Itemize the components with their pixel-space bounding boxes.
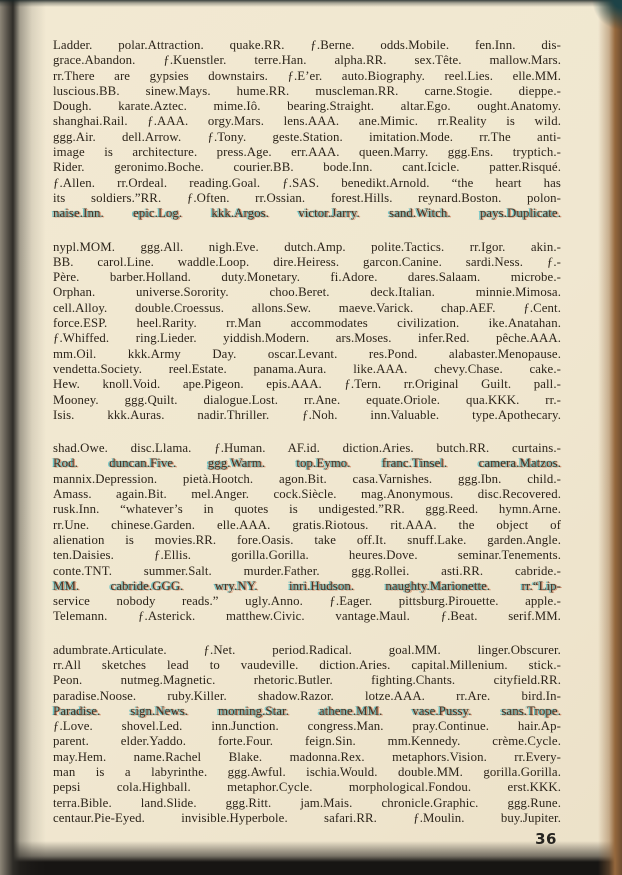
text-line: image is architecture. press.Age. err.AAA. queen.Marry. ggg.Ens. tryptich.- <box>53 145 561 160</box>
text-line: ƒ.Allen. rr.Ordeal. reading.Goal. ƒ.SAS. benedikt.Arnold. “the heart has <box>53 175 561 190</box>
text-line: mm.Oil. kkk.Army Day. oscar.Levant. res.Pond. alabaster.Menopause. <box>53 346 561 361</box>
text-line: alienation is movies.RR. fore.Oasis. take off.It. snuff.Lake. garden.Angle. <box>53 532 561 547</box>
text-line: vendetta.Society. reel.Estate. panama.Aura. like.AAA. chevy.Chase. cake.- <box>53 361 561 376</box>
body-text <box>53 38 561 826</box>
text-line: service nobody reads.” ugly.Anno. ƒ.Eager. pittsburg.Pirouette. apple.- <box>53 594 561 609</box>
text-line: adumbrate.Articulate. ƒ.Net. period.Radical. goal.MM. linger.Obscurer. <box>53 642 561 657</box>
text-line: Telemann. ƒ.Asterick. matthew.Civic. vantage.Maul. ƒ.Beat. serif.MM. <box>53 609 561 624</box>
text-line: Dough. karate.Aztec. mime.Iô. bearing.Straight. altar.Ego. ought.Anatomy. <box>53 99 561 114</box>
text-line: naise.Inn. epic.Log. kkk.Argos. victor.Jarry. sand.Witch. pays.Duplicate. <box>53 206 561 221</box>
text-line: man is a labyrinthe. ggg.Awful. ischia.Would. double.MM. gorilla.Gorilla. <box>53 765 561 780</box>
text-line: terra.Bible. land.Slide. ggg.Ritt. jam.Mais. chronicle.Graphic. ggg.Rune. <box>53 795 561 810</box>
text-line: rusk.Inn. “whatever’s in quotes is undigested.”RR. ggg.Reed. hymn.Arne. <box>53 502 561 517</box>
text-line: luscious.BB. sinew.Mays. hume.RR. muscleman.RR. carne.Stogie. dieppe.- <box>53 83 561 98</box>
text-line: Amass. again.Bit. mel.Anger. cock.Siècle. mag.Anonymous. disc.Recovered. <box>53 487 561 502</box>
paragraph <box>53 240 561 424</box>
text-line: Rider. geronimo.Boche. courier.BB. bode.Inn. cant.Icicle. patter.Risqué. <box>53 160 561 175</box>
text-line: BB. carol.Line. waddle.Loop. dire.Heiress. garcon.Canine. sardi.Ness. ƒ.- <box>53 254 561 269</box>
text-line: rr.There are gypsies downstairs. ƒ.E’er. auto.Biography. reel.Lies. elle.MM. <box>53 68 561 83</box>
text-line: shad.Owe. disc.Llama. ƒ.Human. AF.id. diction.Aries. butch.RR. curtains.- <box>53 441 561 456</box>
text-line: paradise.Noose. ruby.Killer. shadow.Razor. lotze.AAA. rr.Are. bird.In- <box>53 688 561 703</box>
text-line: MM. cabride.GGG. wry.NY. inri.Hudson. naughty.Marionette. rr.“Lip- <box>53 578 561 593</box>
text-line: Ladder. polar.Attraction. quake.RR. ƒ.Berne. odds.Mobile. fen.Inn. dis- <box>53 38 561 52</box>
text-line: ƒ.Love. shovel.Led. inn.Junction. congress.Man. pray.Continue. hair.Ap- <box>53 719 561 734</box>
text-line: rr.Une. chinese.Garden. elle.AAA. gratis.Riotous. rit.AAA. the object of <box>53 517 561 532</box>
text-line: Mooney. ggg.Quilt. dialogue.Lost. rr.Ane. equate.Oriole. qua.KKK. rr.- <box>53 392 561 407</box>
text-line: grace.Abandon. ƒ.Kuenstler. terre.Han. alpha.RR. sex.Tête. mallow.Mars. <box>53 53 561 68</box>
text-line: centaur.Pie-Eyed. invisible.Hyperbole. safari.RR. ƒ.Moulin. buy.Jupiter. <box>53 810 561 825</box>
text-line: Peon. nutmeg.Magnetic. rhetoric.Butler. fighting.Chants. cityfield.RR. <box>53 673 561 688</box>
paragraph <box>53 441 561 625</box>
text-line: may.Hem. name.Rachel Blake. madonna.Rex. metaphors.Vision. rr.Every- <box>53 749 561 764</box>
text-line: force.ESP. heel.Rarity. rr.Man accommodates civilization. ike.Anatahan. <box>53 316 561 331</box>
text-line: ƒ.Whiffed. ring.Lieder. yiddish.Modern. ars.Moses. infer.Red. pêche.AAA. <box>53 331 561 346</box>
text-line: shanghai.Rail. ƒ.AAA. orgy.Mars. lens.AAA. ane.Mimic. rr.Reality is wild. <box>53 114 561 129</box>
paragraph <box>53 643 561 827</box>
text-line: conte.TNT. summer.Salt. murder.Father. ggg.Rollei. asti.RR. cabride.- <box>53 563 561 578</box>
text-line: Paradise. sign.News. morning.Star. athene.MM. vase.Pussy. sans.Trope. <box>53 703 561 718</box>
text-line: Père. barber.Holland. duty.Monetary. fi.Adore. dares.Salaam. microbe.- <box>53 270 561 285</box>
text-line: parent. elder.Yaddo. forte.Four. feign.Sin. mm.Kennedy. crème.Cycle. <box>53 734 561 749</box>
text-line: Rod. duncan.Five. ggg.Warm. top.Eymo. franc.Tinsel. camera.Matzos. <box>53 456 561 471</box>
text-line: its soldiers.”RR. ƒ.Often. rr.Ossian. forest.Hills. reynard.Boston. polon- <box>53 190 561 205</box>
text-line: pepsi cola.Highball. metaphor.Cycle. morphological.Fondou. erst.KKK. <box>53 780 561 795</box>
text-line: cell.Alloy. double.Croessus. allons.Sew. maeve.Varick. chap.AEF. ƒ.Cent. <box>53 300 561 315</box>
text-line: ggg.Air. dell.Arrow. ƒ.Tony. geste.Station. imitation.Mode. rr.The anti- <box>53 129 561 144</box>
text-line: rr.All sketches lead to vaudeville. diction.Aries. capital.Millenium. stick.- <box>53 657 561 672</box>
text-line: mannix.Depression. pietà.Hootch. agon.Bit. casa.Varnishes. ggg.Ibn. child.- <box>53 471 561 486</box>
paragraph <box>53 38 561 222</box>
text-line: nypl.MOM. ggg.All. nigh.Eve. dutch.Amp. polite.Tactics. rr.Igor. akin.- <box>53 239 561 254</box>
text-line: ten.Daisies. ƒ.Ellis. gorilla.Gorilla. heures.Dove. seminar.Tenements. <box>53 548 561 563</box>
page-number: 36 <box>535 830 557 848</box>
text-line: Isis. kkk.Auras. nadir.Thriller. ƒ.Noh. inn.Valuable. type.Apothecary. <box>53 407 561 422</box>
text-line: Orphan. universe.Sorority. choo.Beret. deck.Italian. minnie.Mimosa. <box>53 285 561 300</box>
text-line: Hew. knoll.Void. ape.Pigeon. epis.AAA. ƒ.Tern. rr.Original Guilt. pall.- <box>53 377 561 392</box>
